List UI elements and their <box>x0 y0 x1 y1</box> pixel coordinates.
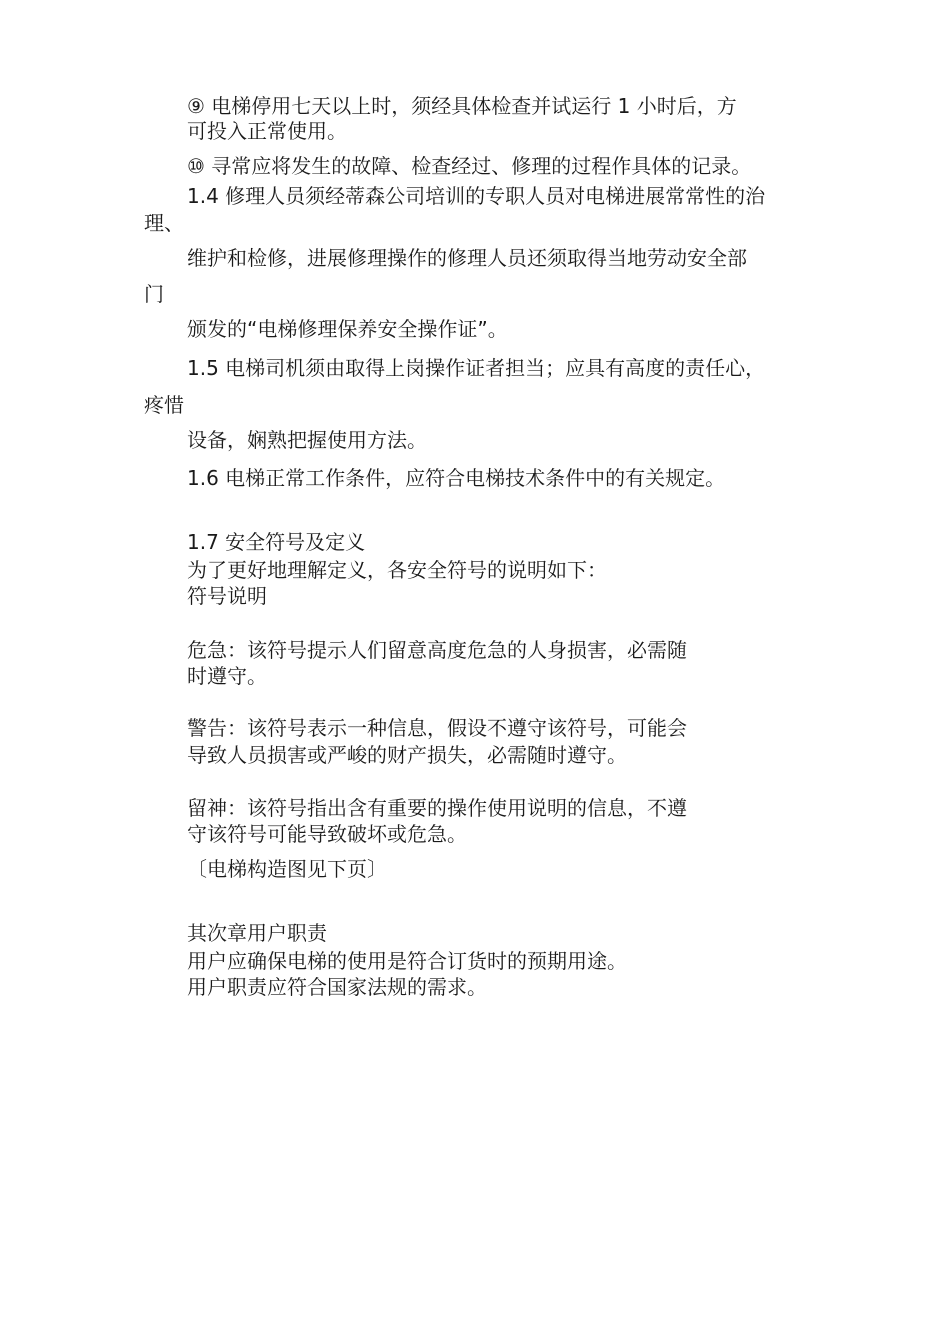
text-line: 疼惜 <box>144 393 184 417</box>
text-line: 理、 <box>144 211 184 235</box>
text-line: 1.6 电梯正常工作条件，应符合电梯技术条件中的有关规定。 <box>187 466 726 490</box>
text-line: 颁发的“电梯修理保养安全操作证”。 <box>187 317 508 341</box>
text-line: 1.5 电梯司机须由取得上岗操作证者担当；应具有高度的责任心， <box>187 356 766 380</box>
text-line: 留神：该符号指出含有重要的操作使用说明的信息，不遵 <box>187 796 687 820</box>
text-line: 导致人员损害或严峻的财产损失，必需随时遵守。 <box>187 743 627 767</box>
text-line: 设备，娴熟把握使用方法。 <box>187 428 427 452</box>
text-line: 1.7 安全符号及定义 <box>187 530 366 554</box>
text-line: ⑨ 电梯停用七天以上时，须经具体检查并试运行 1 小时后，方 <box>187 94 737 118</box>
text-line: 危急：该符号提示人们留意高度危急的人身损害，必需随 <box>187 638 687 662</box>
text-line: 门 <box>144 282 164 306</box>
text-line: 时遵守。 <box>187 664 267 688</box>
text-line: 符号说明 <box>187 584 267 608</box>
text-line: 〔电梯构造图见下页〕 <box>187 857 387 881</box>
text-line: 守该符号可能导致破坏或危急。 <box>187 822 467 846</box>
text-line: 为了更好地理解定义，各安全符号的说明如下： <box>187 558 607 582</box>
text-line: 警告：该符号表示一种信息，假设不遵守该符号，可能会 <box>187 716 687 740</box>
text-line: ⑩ 寻常应将发生的故障、检查经过、修理的过程作具体的记录。 <box>187 154 752 178</box>
text-line: 其次章用户职责 <box>187 921 327 945</box>
text-line: 可投入正常使用。 <box>187 119 347 143</box>
text-line: 1.4 修理人员须经蒂森公司培训的专职人员对电梯进展常常性的治 <box>187 184 766 208</box>
text-line: 用户职责应符合国家法规的需求。 <box>187 975 487 999</box>
text-line: 维护和检修，进展修理操作的修理人员还须取得当地劳动安全部 <box>187 246 747 270</box>
text-line: 用户应确保电梯的使用是符合订货时的预期用途。 <box>187 949 627 973</box>
